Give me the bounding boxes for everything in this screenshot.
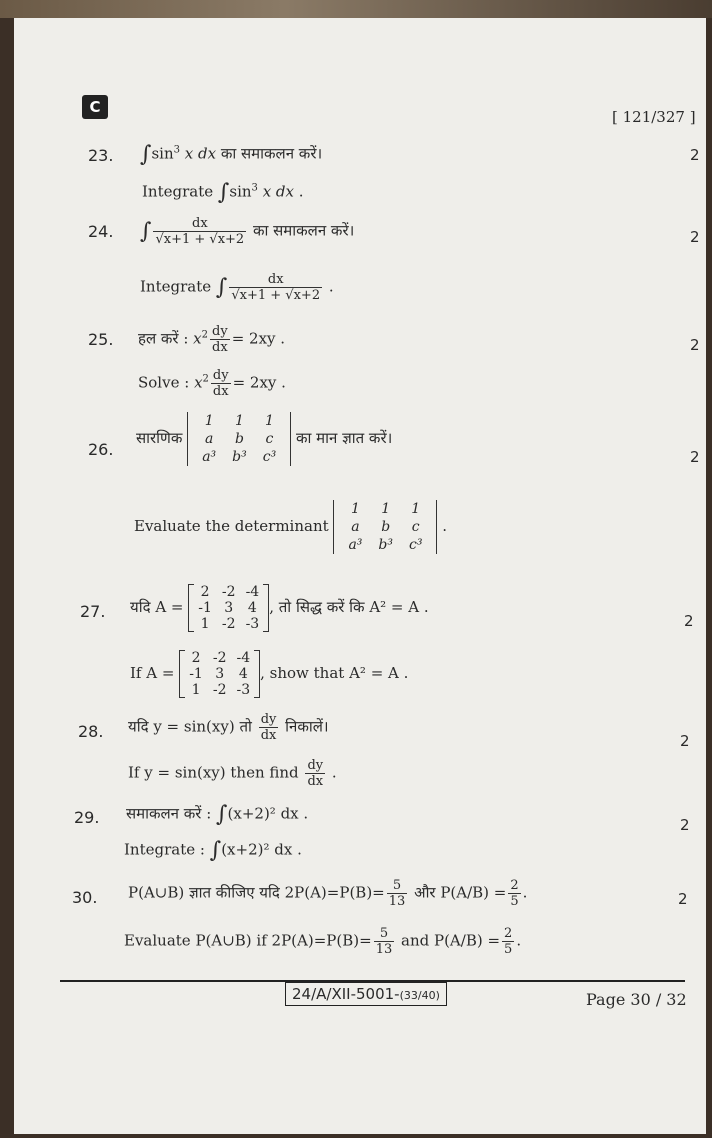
question-number-30: 30. (72, 888, 98, 907)
matrix-a: 2 -2 -4 -1 3 4 1 -2 -3 (179, 650, 260, 698)
question-26-english: Evaluate the determinant 1 1 1 a b c a³ b³ c³ . (134, 501, 447, 553)
marks-26: 2 (690, 448, 700, 466)
question-30-english: Evaluate P(A∪B) if 2P(A)=P(B)= $\frac{5}{13}$ and P(A/B) = $\frac{2}{5}$ . (124, 926, 522, 957)
question-29-hindi: समाकलन करें : ∫(x+2)² dx . (126, 802, 309, 827)
marks-23: 2 (690, 146, 700, 164)
background-strip (0, 0, 712, 18)
question-number-24: 24. (88, 222, 114, 241)
marks-27: 2 (684, 612, 694, 630)
question-number-25: 25. (88, 330, 114, 349)
question-number-27: 27. (80, 602, 106, 621)
determinant: 1 1 1 a b c a³ b³ c³ (333, 500, 437, 554)
exam-page (14, 18, 706, 1134)
paper-code: 24/A/XII-5001-(33/40) (285, 982, 447, 1006)
question-number-26: 26. (88, 440, 114, 459)
question-30-hindi: P(A∪B) ज्ञात कीजिए यदि 2P(A)=P(B)= $\frac{5}{13}$ और P(A/B) = $\frac{2}{5}$ . (128, 878, 528, 909)
question-28-hindi: यदि y = sin(xy) तो $\frac{dy}{dx}$ निकालें। (128, 712, 329, 743)
question-23-hindi: $\int\sin^3$ x dx का समाकलन करें। (140, 142, 323, 167)
question-24-english: Integrate ∫ $\frac{dx}{√x+1 + √x+2}$ . (140, 272, 334, 303)
marks-29: 2 (680, 816, 690, 834)
question-27-english: If A = 2 -2 -4 -1 3 4 1 -2 -3 , show that A² = A . (130, 650, 409, 698)
question-25-english: Solve : $x^2$ $\frac{dy}{dx}$ = 2xy . (138, 368, 286, 399)
question-27-hindi: यदि A = 2 -2 -4 -1 3 4 1 -2 -3 , तो सिद्ध करें कि A² = A . (130, 584, 429, 632)
marks-25: 2 (690, 336, 700, 354)
question-24-hindi: ∫ $\frac{dx}{√x+1 + √x+2}$ का समाकलन करें। (140, 216, 355, 247)
marks-28: 2 (680, 732, 690, 750)
question-25-hindi: हल करें : $x^2$ $\frac{dy}{dx}$ = 2xy . (138, 324, 286, 355)
question-26-hindi: सारणिक 1 1 1 a b c a³ b³ c³ का मान ज्ञात करें। (136, 413, 393, 465)
section-badge: C (82, 95, 108, 119)
page-code: [ 121/327 ] (612, 108, 696, 126)
matrix-a: 2 -2 -4 -1 3 4 1 -2 -3 (188, 584, 269, 632)
determinant: 1 1 1 a b c a³ b³ c³ (187, 412, 291, 466)
page-number: Page 30 / 32 (586, 990, 687, 1009)
question-28-english: If y = sin(xy) then find $\frac{dy}{dx}$ . (128, 758, 337, 789)
question-number-23: 23. (88, 146, 114, 165)
marks-30: 2 (678, 890, 688, 908)
question-29-english: Integrate : ∫(x+2)² dx . (124, 838, 302, 863)
question-23-english: Integrate $\int\sin^3$ x dx . (142, 180, 304, 205)
marks-24: 2 (690, 228, 700, 246)
question-number-29: 29. (74, 808, 100, 827)
question-number-28: 28. (78, 722, 104, 741)
